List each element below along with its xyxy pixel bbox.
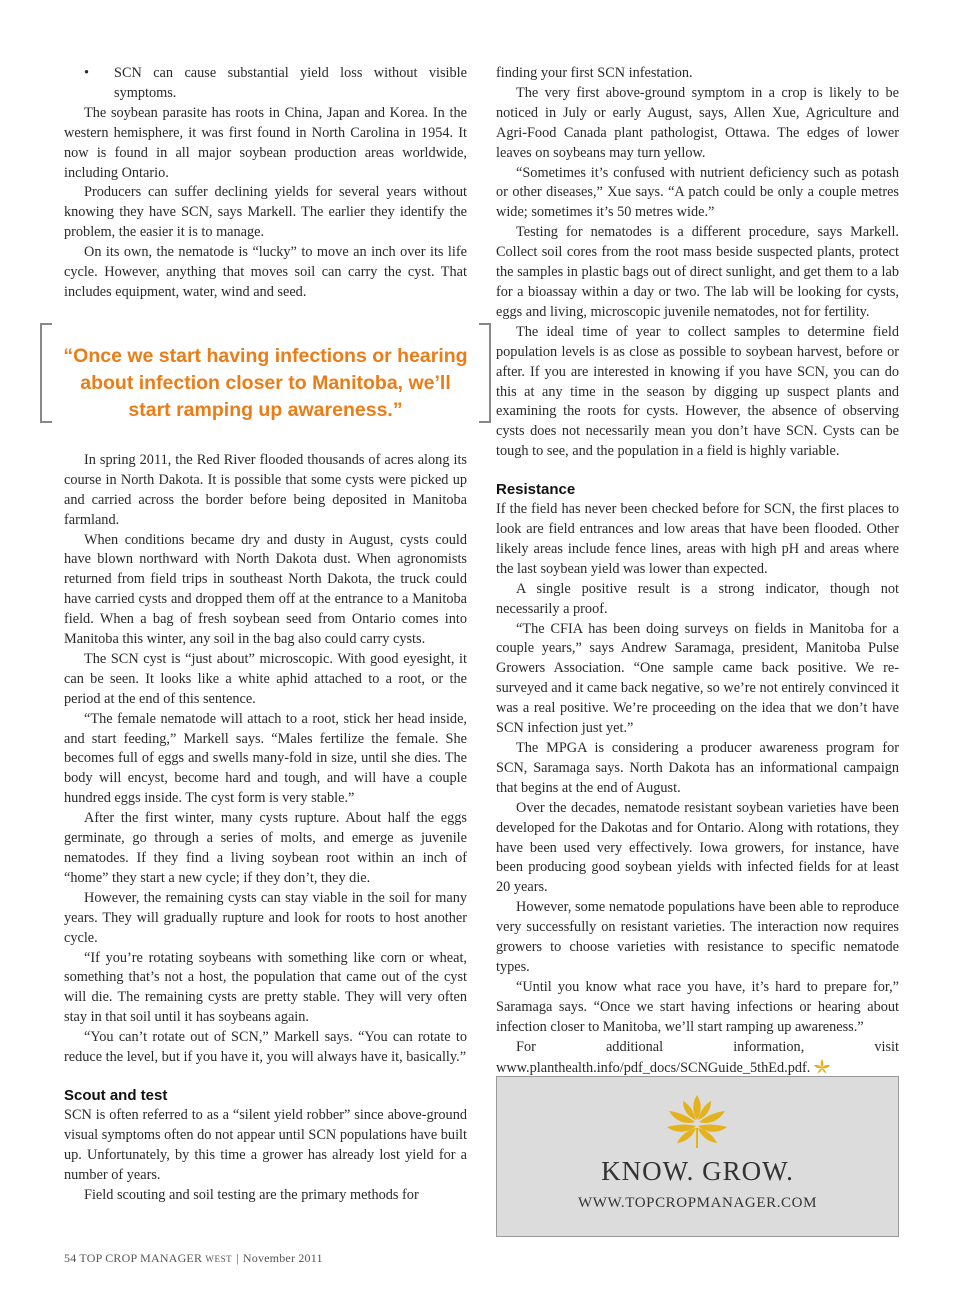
left-column	[64, 64, 467, 1206]
section-heading-scout: Scout and test	[64, 1086, 168, 1104]
paragraph: In spring 2011, the Red River flooded thousands of acres along its course in North Dakota. It is possible that some cysts were picked up and carried across the border before being deposited in Manitoba farmland.	[64, 451, 467, 528]
footer-separator: |	[236, 1251, 239, 1265]
paragraph: finding your first SCN infestation.	[496, 65, 693, 81]
paragraph: The very first above-ground symptom in a crop is likely to be noticed in July or early August, says, Allen Xue, Agriculture and Agri-Food Canada plant pathologist, Ottawa. The edges of lower leaves on soybeans may turn yellow.	[496, 84, 899, 161]
paragraph: After the first winter, many cysts rupture. About half the eggs germinate, go through a series of molts, and emerge as juvenile nematodes. If they find a living soybean root within an inch of “home” they start a new cycle; if they don’t, they die.	[64, 810, 467, 886]
paragraph: On its own, the nematode is “lucky” to move an inch over its life cycle. However, anything that moves soil can carry the cyst. That includes equipment, water, wind and seed.	[64, 244, 467, 300]
paragraph: If the field has never been checked before for SCN, the first places to look are field entrances and low areas that have been flooded. Other likely areas include fence lines, areas with high pH and areas where the last soybean yield was lower than expected.	[496, 501, 899, 577]
magazine-edition: WEST	[205, 1254, 233, 1264]
paragraph: When conditions became dry and dusty in August, cysts could have blown northward with North Dakota dust. When agronomists returned from field trips in southeast North Dakota, the truck could have carried cysts and dropped them off at the entrance to a Manitoba field. When a bag of fresh soybean seed from Ontario comes into Manitoba this winter, any soil in the bag also could carry cysts.	[64, 531, 467, 648]
end-mark-leaf-icon	[813, 1058, 831, 1076]
right-column	[496, 64, 899, 1078]
paragraph: “The female nematode will attach to a root, stick her head inside, and start feeding,” Markell says. “Males fertilize the female. She becomes full of eggs and swells many-fold in size, until she dies. The body will encyst, become hard and tough, and will have a couple hundred eggs inside. The cyst form is very stable.”	[64, 710, 467, 807]
bullet-text: SCN can cause substantial yield loss without visible symptoms.	[114, 65, 467, 101]
paragraph: Field scouting and soil testing are the primary methods for	[84, 1186, 419, 1203]
page-footer	[64, 1251, 323, 1266]
issue-date: November 2011	[242, 1251, 323, 1265]
paragraph: Testing for nematodes is a different procedure, says Markell. Collect soil cores from the root mass beside suspected plants, protect the samples in plastic bags out of direct sunlight, and get them to a lab for a bioassay within a day or two. The lab will be looking for cysts, eggs and living, microscopic juvenile nematodes, not for fertility.	[496, 224, 899, 320]
paragraph: The ideal time of year to collect samples to determine field population levels is as close as possible to soybean harvest, before or after. If you are interested in knowing if you have SCN, you can do this at any time in the season by digging up suspect plants and examining the roots for cysts. However, the absence of observing cysts does not necessarily mean you don’t have SCN. Cysts can be tough to see, and the population in a field is highly variable.	[496, 323, 899, 460]
paragraph: “You can’t rotate out of SCN,” Markell says. “You can rotate to reduce the level, but if you have it, you will always have it, basically.”	[64, 1029, 467, 1066]
page-number: 54	[64, 1251, 77, 1265]
paragraph: SCN is often referred to as a “silent yield robber” since above-ground visual symptoms often do not appear until SCN populations have built up. Unfortunately, by this time a grower has already lost yield for a number of years.	[64, 1106, 467, 1183]
paragraph: “Sometimes it’s confused with nutrient deficiency such as potash or other diseases,” Xue says. “A patch could be only a couple metres wide; sometimes it’s 50 metres wide.”	[496, 164, 899, 221]
paragraph: The MPGA is considering a producer awareness program for SCN, Saramaga says. North Dakota has an informational campaign that begins at the end of August.	[496, 740, 899, 796]
paragraph: “Until you know what race you have, it’s hard to prepare for,” Saramaga says. “Once we start having infections or hearing about infection closer to Manitoba, we’ll start ramping up awareness.”	[496, 978, 899, 1035]
paragraph: Over the decades, nematode resistant soybean varieties have been developed for the Dakotas and for Ontario. Along with rotations, they have been used very effectively. Iowa growers, for instance, have been producing good soybean yields with infected fields for at least 20 years.	[496, 799, 899, 896]
paragraph-final-text: For additional information, visit www.planthealth.info/pdf_docs/SCNGuide_5thEd.pdf.	[496, 1038, 899, 1076]
paragraph-final	[496, 1038, 899, 1079]
paragraph: A single positive result is a strong indicator, though not necessarily a proof.	[496, 580, 899, 617]
ad-slogan: KNOW. GROW.	[601, 1156, 794, 1186]
magazine-name: TOP CROP MANAGER	[79, 1251, 203, 1265]
paragraph: Producers can suffer declining yields for several years without knowing they have SCN, says Markell. The earlier they identify the problem, the easier it is to manage.	[64, 184, 467, 241]
bullet-icon: •	[84, 65, 90, 81]
pull-quote	[40, 319, 491, 421]
bullet-item	[64, 64, 467, 104]
paragraph: However, some nematode populations have been able to reproduce very successfully on resistant varieties. The interaction now requires growers to choose varieties with resistance to specific nematode types.	[496, 899, 899, 975]
section-heading-resistance: Resistance	[496, 481, 576, 499]
right-bracket-icon	[479, 323, 491, 423]
ad-url-link[interactable]: WWW.TOPCROPMANAGER.COM	[577, 1195, 818, 1211]
paragraph: “If you’re rotating soybeans with something like corn or wheat, something that’s not a host, the population that came out of the cyst will die. The remaining cysts are pretty stable. They will very often stay in that soil until it has soybeans again.	[64, 949, 467, 1026]
pull-quote-text: “Once we start having infections or hearing about infection closer to Manitoba, we’ll start ramping up awareness.”	[63, 344, 468, 421]
advertisement-box[interactable]	[496, 1076, 899, 1237]
paragraph: “The CFIA has been doing surveys on fields in Manitoba for a couple years,” says Andrew Saramaga, president, Manitoba Pulse Growers Association. “One sample came back positive. We re-surveyed and it came back negative, so we’re not entirely convinced it was a real positive. We’re proceeding on the idea that we don’t have SCN infection just yet.”	[496, 620, 899, 737]
wheat-leaf-icon	[661, 1093, 733, 1151]
left-bracket-icon	[40, 323, 52, 423]
paragraph: The SCN cyst is “just about” microscopic. With good eyesight, it can be seen. It looks like a white aphid attached to a root, or the period at the end of this sentence.	[64, 650, 467, 707]
paragraph: The soybean parasite has roots in China, Japan and Korea. In the western hemisphere, it was first found in North Carolina in 1954. It now is found in all major soybean production areas worldwide, including Ontario.	[64, 104, 467, 181]
paragraph: However, the remaining cysts can stay viable in the soil for many years. They will gradually rupture and look for roots to host another cycle.	[64, 889, 467, 946]
